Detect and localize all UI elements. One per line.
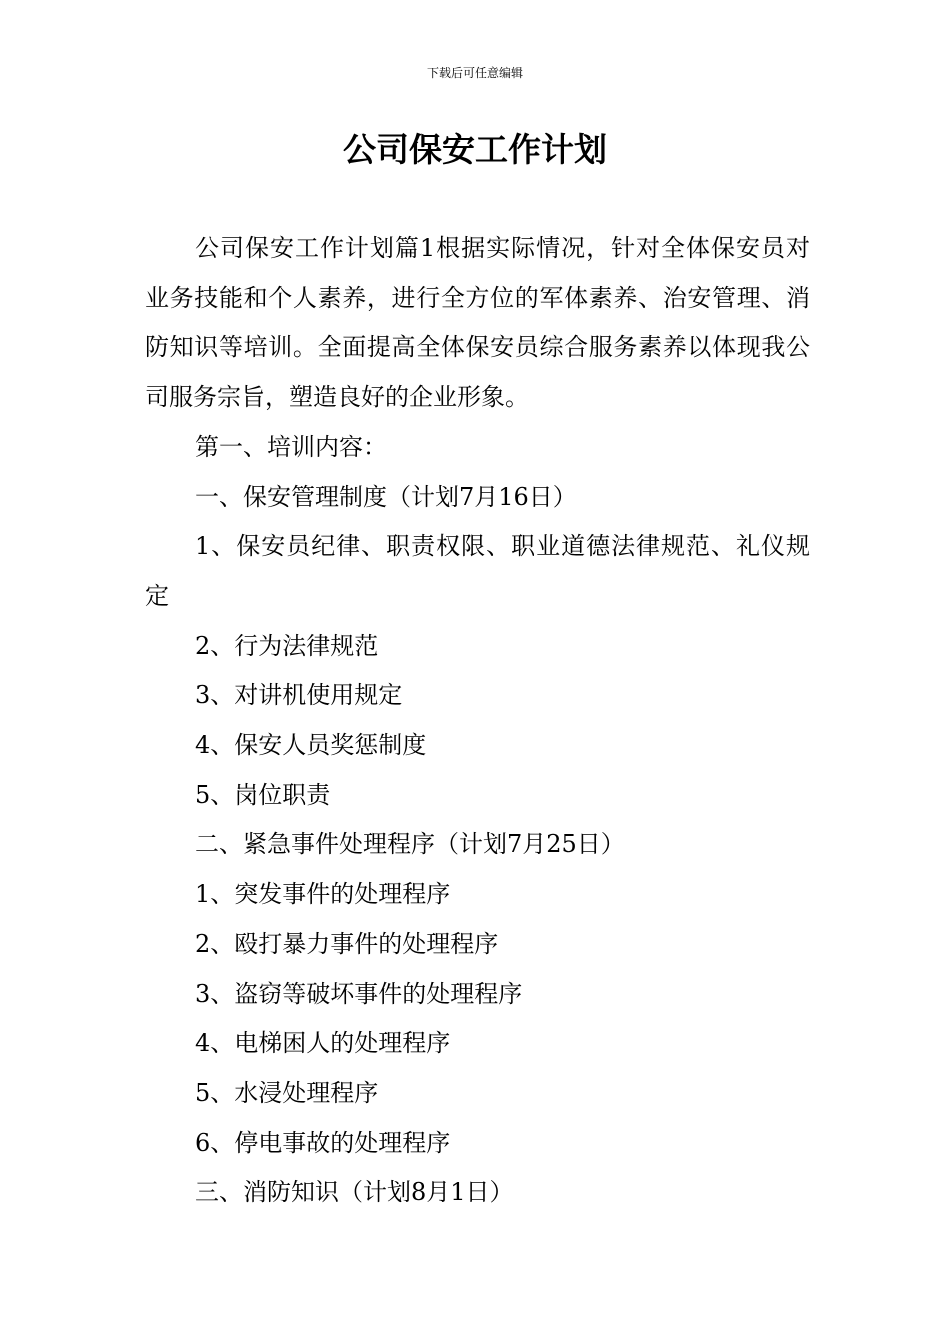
section-heading-training-content: 第一、培训内容：: [195, 432, 387, 461]
section-heading-emergency-procedures: 二、紧急事件处理程序（计划7月25日）: [195, 830, 625, 859]
paragraph-intro: 公司保安工作计划篇1根据实际情况，针对全体保安员对业务技能和个人素养，进行全方位的军体素养、治安管理、消防知识等培训。全面提高全体保安员综合服务素养以体现我公司服务宗旨，塑造良好的企业形象。: [145, 234, 810, 412]
list-item: 6、停电事故的处理程序: [195, 1128, 451, 1157]
document-body: [145, 224, 810, 1218]
section-heading-security-rules: 一、保安管理制度（计划7月16日）: [195, 482, 577, 511]
list-item: 5、岗位职责: [195, 780, 331, 809]
document-title: 公司保安工作计划: [343, 130, 607, 169]
list-item: 3、对讲机使用规定: [195, 681, 403, 710]
section-heading-fire-knowledge: 三、消防知识（计划8月1日）: [195, 1178, 514, 1207]
list-item: 1、保安员纪律、职责权限、职业道德法律规范、礼仪规定: [145, 532, 810, 610]
list-item: 2、行为法律规范: [195, 631, 379, 660]
list-item: 5、水浸处理程序: [195, 1078, 379, 1107]
list-item: 2、殴打暴力事件的处理程序: [195, 929, 499, 958]
list-item: 1、突发事件的处理程序: [195, 880, 451, 909]
page-header-note: 下载后可任意编辑: [426, 66, 523, 80]
list-item: 3、盗窃等破坏事件的处理程序: [195, 979, 523, 1008]
list-item: 4、保安人员奖惩制度: [195, 731, 427, 760]
list-item: 4、电梯困人的处理程序: [195, 1029, 451, 1058]
